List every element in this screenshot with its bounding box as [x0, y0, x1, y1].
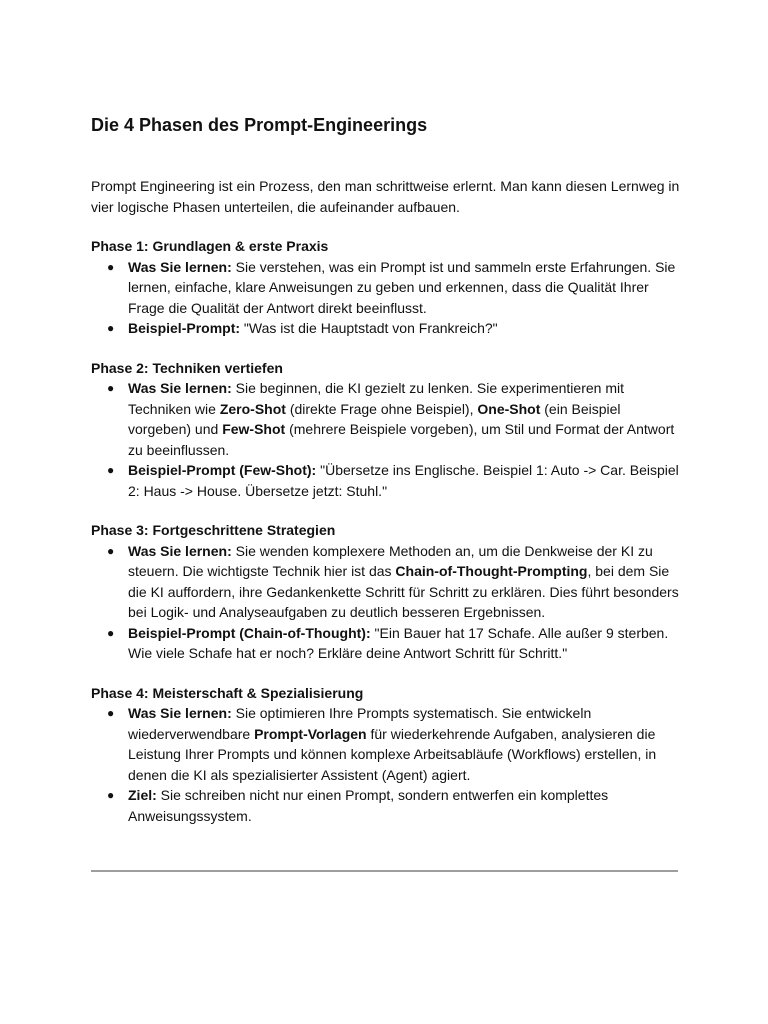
- list-item: [91, 378, 681, 460]
- horizontal-divider: [91, 870, 678, 872]
- phase-4-section: [91, 683, 681, 827]
- list-item: [91, 460, 681, 501]
- bullet-icon: ●: [107, 259, 115, 274]
- bullet-text: Sie wenden komplexere Methoden an, um die Denkweise der KI zu steuern. Die wichtigste Technik hier ist das: [128, 542, 653, 579]
- phase-2-section: [91, 358, 681, 502]
- bullet-icon: ●: [107, 381, 115, 395]
- bullet-icon: ●: [107, 788, 115, 802]
- phase-2-list: [91, 378, 681, 501]
- term-chain-of-thought: Chain-of-Thought-Prompting: [395, 563, 588, 579]
- list-item: [91, 623, 681, 664]
- bullet-label: Was Sie lernen:: [128, 542, 232, 559]
- term-prompt-vorlagen: Prompt-Vorlagen: [254, 725, 367, 742]
- bullet-icon: ●: [107, 463, 115, 477]
- phase-3-section: [91, 520, 681, 664]
- bullet-text: , bei dem Sie die KI auffordern, ihre Gedankenkette Schritt für Schritt zu erklären. Dies führt besonders bei Logik- und Analyseaufgaben zu deutlich besseren Ergebnissen.: [128, 563, 679, 620]
- list-item: [91, 318, 681, 339]
- term-few-shot: Few-Shot: [222, 421, 286, 437]
- bullet-text: (direkte Frage ohne Beispiel),: [285, 400, 478, 417]
- phase-2-heading: Phase 2: Techniken vertiefen: [91, 359, 283, 376]
- document-content: [91, 112, 681, 826]
- bullet-text: Sie verstehen, was ein Prompt ist und sammeln erste Erfahrungen. Sie lernen, einfache, klare Anweisungen zu geben und erkennen, dass die Qualität Ihrer Frage die Qualität der Antwort direkt beeinflusst.: [128, 258, 676, 316]
- phase-1-heading: Phase 1: Grundlagen & erste Praxis: [91, 238, 329, 254]
- bullet-label: Was Sie lernen:: [128, 258, 232, 275]
- bullet-icon: ●: [107, 321, 115, 335]
- bullet-label: Was Sie lernen:: [128, 380, 232, 396]
- list-item: [91, 703, 681, 785]
- phase-3-heading: Phase 3: Fortgeschrittene Strategien: [91, 522, 336, 538]
- bullet-text: "Was ist die Hauptstadt von Frankreich?": [240, 320, 498, 336]
- bullet-text: für wiederkehrende Aufgaben, analysieren die Leistung Ihrer Prompts und können komplexe Arbeitsabläufe (Workflows) erstellen, in denen die KI als spezialisierter Assistent (Agent) agiert.: [128, 725, 657, 783]
- list-item: [91, 541, 681, 623]
- bullet-text: "Übersetze ins Englische. Beispiel 1: Auto -> Car. Beispiel 2: Haus -> House. Übersetze jetzt: Stuhl.": [128, 462, 679, 499]
- intro-paragraph: Prompt Engineering ist ein Prozess, den man schrittweise erlernt. Man kann diesen Lernweg in vier logische Phasen unterteilen, die aufeinander aufbauen.: [91, 178, 680, 215]
- bullet-text: Sie schreiben nicht nur einen Prompt, sondern entwerfen ein komplettes Anweisungssystem.: [128, 787, 609, 824]
- phase-1-section: [91, 236, 681, 339]
- bullet-label: Beispiel-Prompt:: [128, 320, 241, 336]
- bullet-icon: ●: [107, 706, 115, 720]
- bullet-text: Sie optimieren Ihre Prompts systematisch. Sie entwickeln wiederverwendbare: [128, 705, 592, 742]
- term-one-shot: One-Shot: [477, 400, 541, 417]
- bullet-text: (ein Beispiel vorgeben) und: [128, 400, 621, 437]
- bullet-text: "Ein Bauer hat 17 Schafe. Alle außer 9 sterben. Wie viele Schafe hat er noch? Erkläre deine Antwort Schritt für Schritt.": [128, 624, 669, 661]
- phase-1-list: [91, 257, 681, 339]
- bullet-label: Beispiel-Prompt (Few-Shot):: [128, 462, 317, 478]
- phase-4-list: [91, 703, 681, 826]
- bullet-label: Was Sie lernen:: [128, 705, 232, 721]
- bullet-label: Ziel:: [128, 787, 157, 803]
- list-item: [91, 785, 681, 826]
- bullet-icon: ●: [107, 543, 115, 558]
- list-item: [91, 257, 681, 319]
- term-zero-shot: Zero-Shot: [219, 400, 286, 417]
- page-title: Die 4 Phasen des Prompt-Engineerings: [91, 115, 428, 135]
- bullet-label: Beispiel-Prompt (Chain-of-Thought):: [128, 624, 371, 641]
- bullet-text: (mehrere Beispiele vorgeben), um Stil und Format der Antwort zu beeinflussen.: [128, 421, 675, 458]
- phase-4-heading: Phase 4: Meisterschaft & Spezialisierung: [91, 684, 364, 701]
- phase-3-list: [91, 541, 681, 664]
- bullet-icon: ●: [107, 625, 115, 640]
- bullet-text: Sie beginnen, die KI gezielt zu lenken. Sie experimentieren mit Techniken wie: [128, 380, 624, 417]
